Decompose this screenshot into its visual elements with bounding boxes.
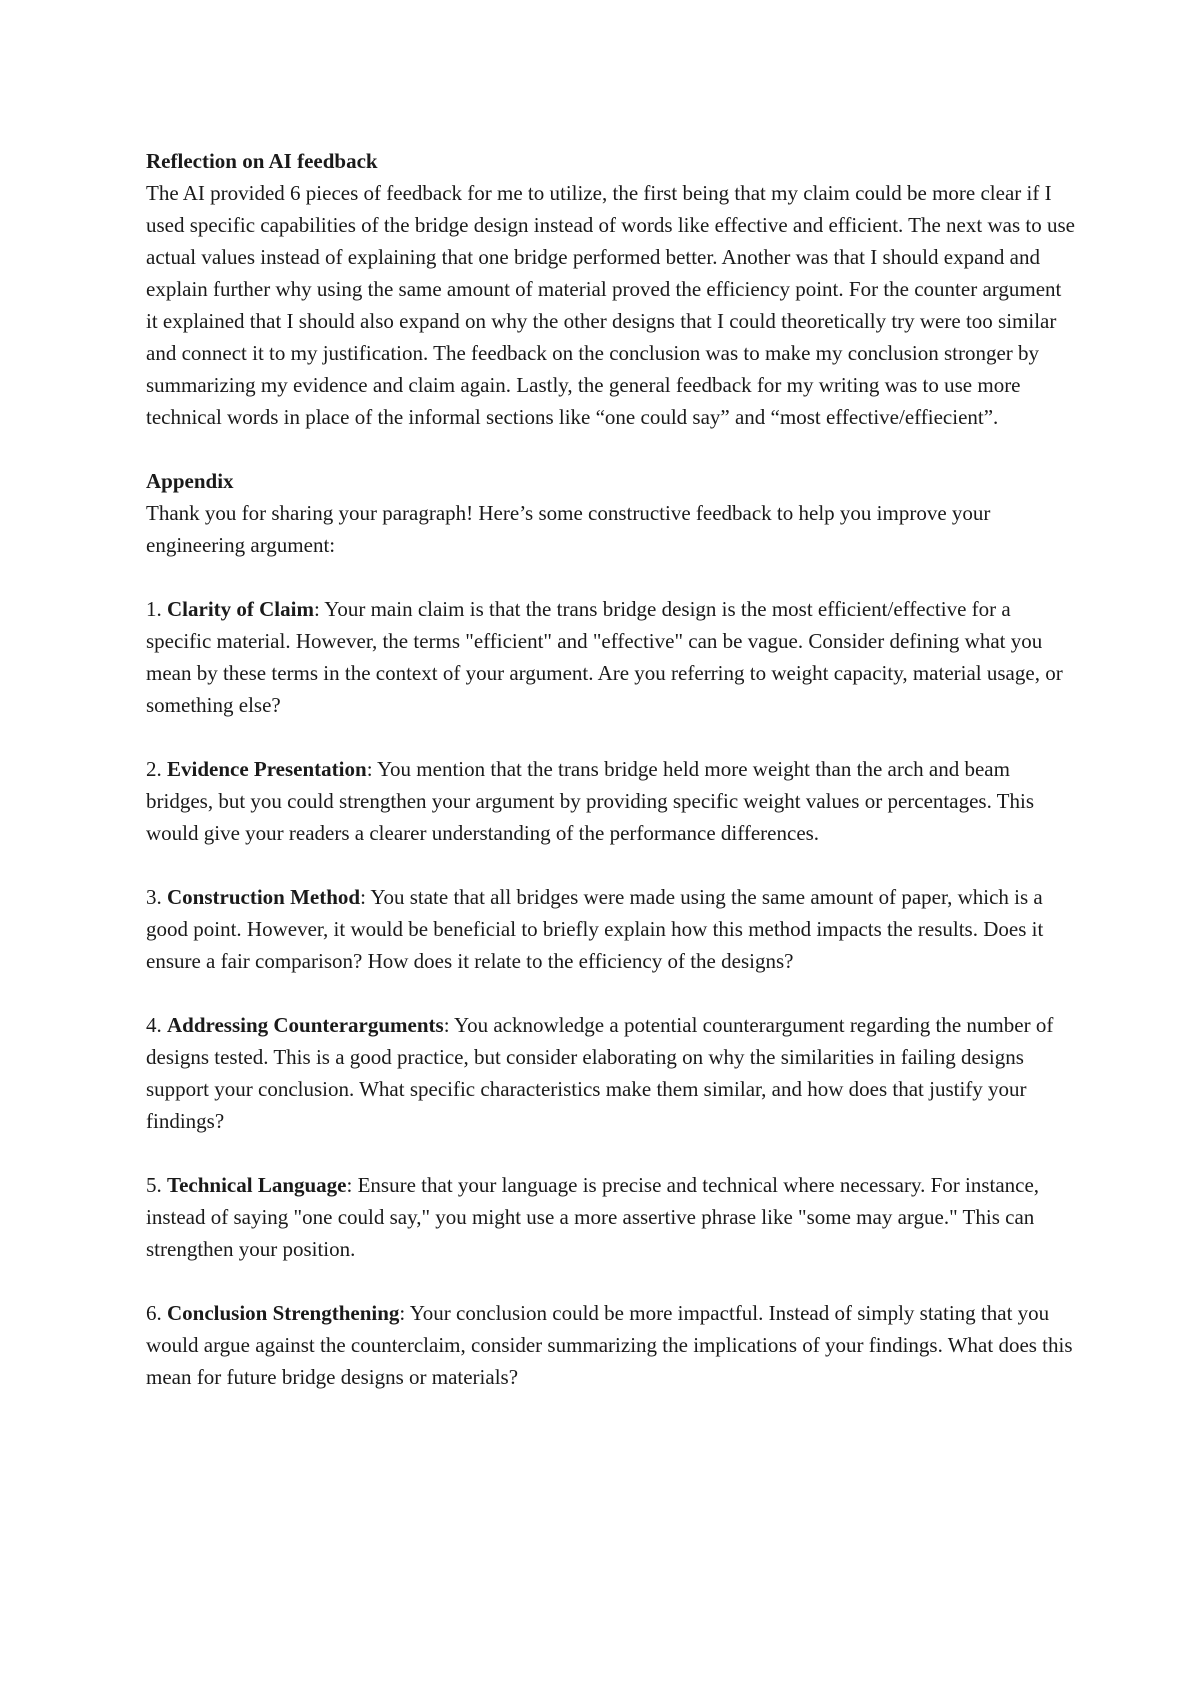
item-title: Conclusion Strengthening [167, 1301, 400, 1325]
item-number: 1. [146, 597, 167, 621]
feedback-item [146, 753, 1076, 849]
item-text: : Your main claim is that the trans bridge design is the most efficient/effective for a specific material. However, the terms "efficient" and "effective" can be vague. Consider defining what you mean by these terms in the context of your argument. Are you referring to weight capacity, material usage, or something else? [146, 597, 1063, 717]
item-text: : You mention that the trans bridge held more weight than the arch and beam bridges, but you could strengthen your argument by providing specific weight values or percentages. This would give your readers a clearer understanding of the performance differences. [146, 757, 1035, 845]
feedback-item [146, 881, 1076, 977]
item-title: Addressing Counterarguments [167, 1013, 444, 1037]
item-spacer [146, 849, 1076, 881]
feedback-item [146, 1009, 1076, 1137]
item-title: Construction Method [167, 885, 361, 909]
feedback-item [146, 1169, 1076, 1265]
item-number: 4. [146, 1013, 167, 1037]
item-spacer [146, 721, 1076, 753]
item-text: : Your conclusion could be more impactful. Instead of simply stating that you would argue against the counterclaim, consider summarizing the implications of your findings. What does this mean for future bridge designs or materials? [146, 1301, 1073, 1389]
reflection-body: The AI provided 6 pieces of feedback for me to utilize, the first being that my claim could be more clear if I used specific capabilities of the bridge design instead of words like effective and efficient. The next was to use actual values instead of explaining that one bridge performed better. Another was that I should expand and explain further why using the same amount of material proved the efficiency point. For the counter argument it explained that I should also expand on why the other designs that I could theoretically try were too similar and connect it to my justification. The feedback on the conclusion was to make my conclusion stronger by summarizing my evidence and claim again. Lastly, the general feedback for my writing was to use more technical words in place of the informal sections like “one could say” and “most effective/effiecient”. [146, 181, 1075, 429]
item-spacer [146, 1265, 1076, 1297]
item-text: : You state that all bridges were made using the same amount of paper, which is a good point. However, it would be beneficial to briefly explain how this method impacts the results. Does it ensure a fair comparison? How does it relate to the efficiency of the designs? [146, 885, 1044, 973]
item-number: 3. [146, 885, 167, 909]
item-spacer [146, 561, 1076, 593]
item-number: 6. [146, 1301, 167, 1325]
reflection-heading: Reflection on AI feedback [146, 149, 378, 173]
feedback-item [146, 1297, 1076, 1393]
item-spacer [146, 977, 1076, 1009]
feedback-item [146, 593, 1076, 721]
item-title: Evidence Presentation [167, 757, 367, 781]
item-number: 2. [146, 757, 167, 781]
item-text: : Ensure that your language is precise and technical where necessary. For instance, instead of saying "one could say," you might use a more assertive phrase like "some may argue." This can strengthen your position. [146, 1173, 1040, 1261]
item-number: 5. [146, 1173, 167, 1197]
item-title: Clarity of Claim [167, 597, 314, 621]
appendix-heading: Appendix [146, 469, 234, 493]
section-spacer [146, 433, 1076, 465]
item-spacer [146, 1137, 1076, 1169]
document-page [146, 145, 1076, 1393]
item-text: : You acknowledge a potential counterargument regarding the number of designs tested. This is a good practice, but consider elaborating on why the similarities in failing designs support your conclusion. What specific characteristics make them similar, and how does that justify your findings? [146, 1013, 1054, 1133]
item-title: Technical Language [167, 1173, 347, 1197]
appendix-intro: Thank you for sharing your paragraph! Here’s some constructive feedback to help you improve your engineering argument: [146, 501, 991, 557]
